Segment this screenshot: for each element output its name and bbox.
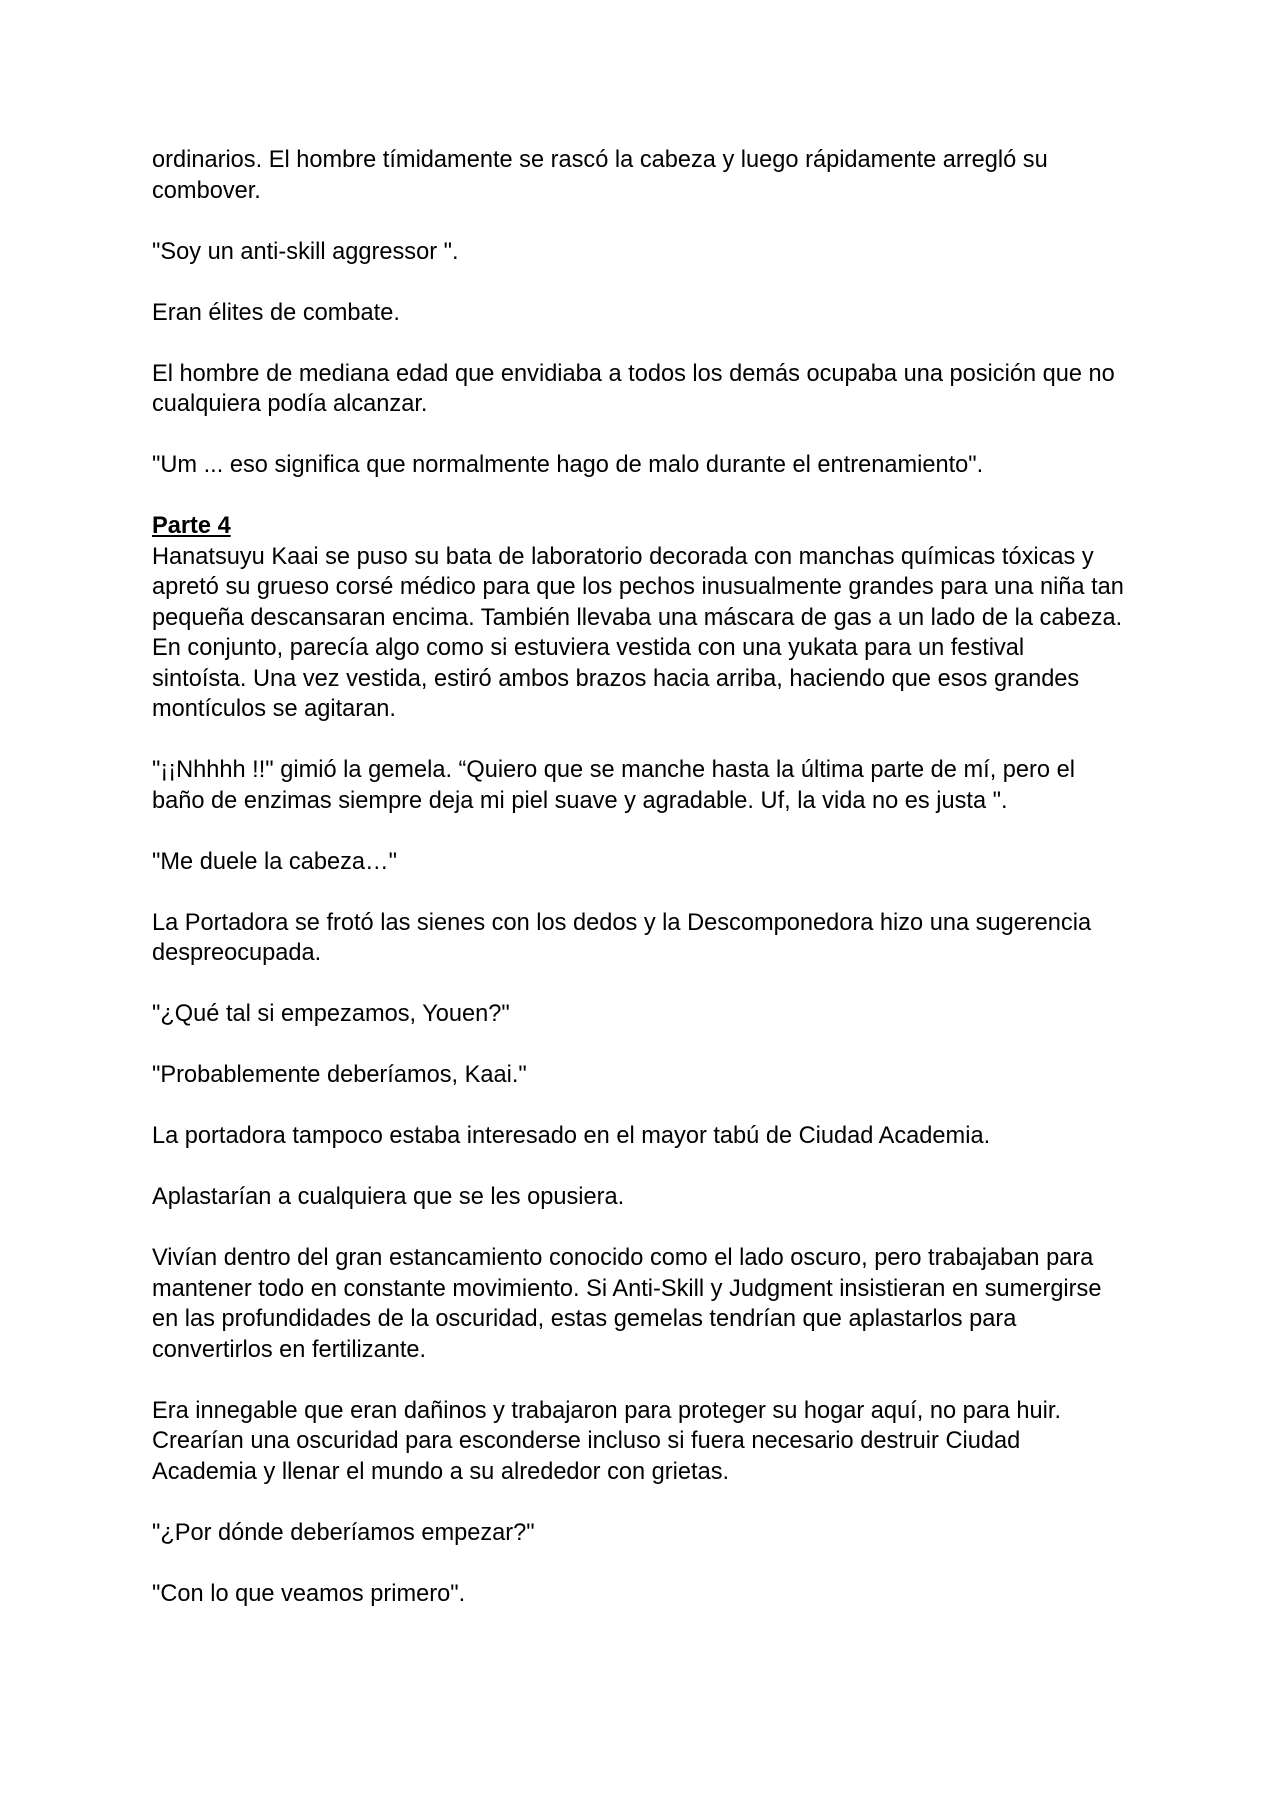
- paragraph: El hombre de mediana edad que envidiaba a todos los demás ocupaba una posición que no cualquiera podía alcanzar.: [152, 360, 1115, 417]
- paragraph: Hanatsuyu Kaai se puso su bata de laboratorio decorada con manchas químicas tóxicas y apretó su grueso corsé médico para que los pechos inusualmente grandes para una niña tan pequeña descansaran encima. También llevaba una máscara de gas a un lado de la cabeza. En conjunto, parecía algo como si estuviera vestida con una yukata para un festival sintoísta. Una vez vestida, estiró ambos brazos hacia arriba, haciendo que esos grandes montículos se agitaran.: [152, 543, 1124, 722]
- paragraph: La portadora tampoco estaba interesado en el mayor tabú de Ciudad Academia.: [152, 1123, 991, 1149]
- paragraph: "Soy un anti-skill aggressor ".: [152, 238, 459, 265]
- paragraph: Aplastarían a cualquiera que se les opusiera.: [152, 1184, 625, 1210]
- paragraph: Eran élites de combate.: [152, 299, 400, 326]
- paragraph: "Me duele la cabeza…": [152, 848, 397, 875]
- paragraph: ordinarios. El hombre tímidamente se rascó la cabeza y luego rápidamente arregló su combover.: [152, 147, 1048, 204]
- paragraph: "¿Por dónde deberíamos empezar?": [152, 1519, 535, 1546]
- paragraph: "Con lo que veamos primero".: [152, 1580, 466, 1607]
- section-heading: Parte 4: [152, 513, 231, 539]
- paragraph: Vivían dentro del gran estancamiento conocido como el lado oscuro, pero trabajaban para mantener todo en constante movimiento. Si Anti-Skill y Judgment insistieran en sumergirse en las profundidades de la oscuridad, estas gemelas tendrían que aplastarlos para convertirlos en fertilizante.: [152, 1245, 1102, 1363]
- paragraph: "Probablemente deberíamos, Kaai.": [152, 1062, 527, 1088]
- paragraph: Era innegable que eran dañinos y trabajaron para proteger su hogar aquí, no para huir. Crearían una oscuridad para esconderse incluso si fuera necesario destruir Ciudad Academia y llenar el mundo a su alrededor con grietas.: [152, 1397, 1061, 1485]
- paragraph: "Um ... eso significa que normalmente hago de malo durante el entrenamiento".: [152, 452, 984, 478]
- paragraph: "¡¡Nhhhh !!" gimió la gemela. “Quiero que se manche hasta la última parte de mí, pero el baño de enzimas siempre deja mi piel suave y agradable. Uf, la vida no es justa ".: [152, 757, 1075, 814]
- document-body: [152, 145, 1124, 1609]
- paragraph: La Portadora se frotó las sienes con los dedos y la Descomponedora hizo una sugerencia despreocupada.: [152, 909, 1092, 966]
- paragraph: "¿Qué tal si empezamos, Youen?": [152, 1001, 510, 1027]
